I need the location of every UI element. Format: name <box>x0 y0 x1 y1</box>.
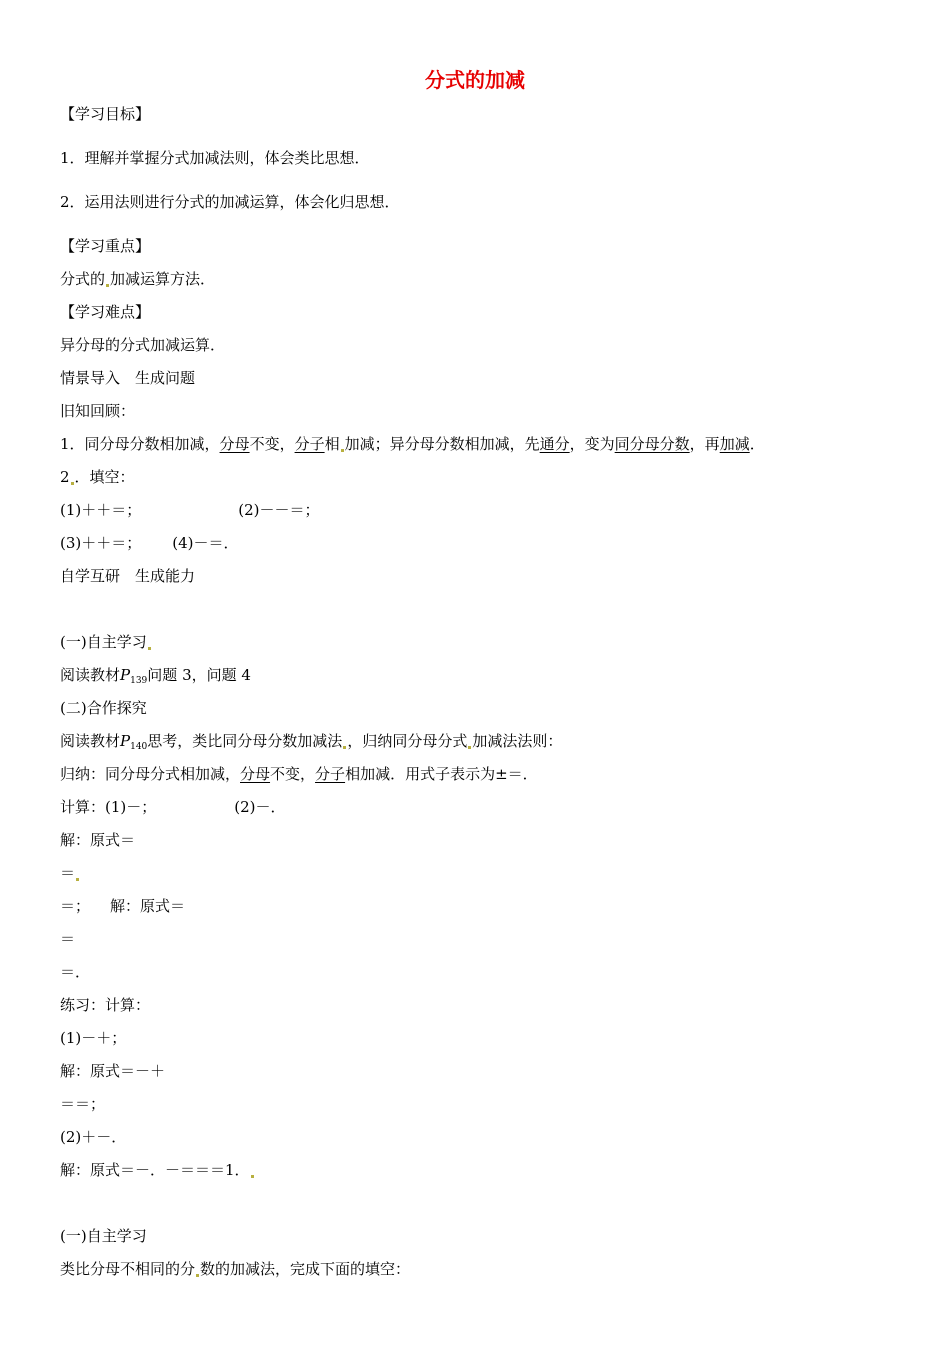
practice-1: (1)－＋； <box>60 1029 127 1047</box>
ink-mark <box>251 1175 254 1178</box>
practice-2: (2)＋－． <box>60 1128 127 1146</box>
difficulty-heading: 【学习难点】 <box>60 303 151 321</box>
practice-1-solution: 解：原式＝－＋ <box>60 1062 166 1080</box>
goal-item-2: 2．运用法则进行分式的加减运算，体会化归思想． <box>60 193 400 211</box>
part3-heading: (一)自主学习 <box>60 1227 147 1245</box>
analogy-text: 类比分母不相同的分 数的加减法，完成下面的填空： <box>60 1260 411 1278</box>
eq-1: ＝ <box>60 863 80 883</box>
goal-item-1: 1．理解并掌握分式加减法则，体会类比思想． <box>60 149 370 167</box>
ink-mark <box>343 746 346 749</box>
part2-heading: (二)合作探究 <box>60 699 147 717</box>
ink-mark <box>196 1274 199 1277</box>
summary: 归纳：同分母分式相加减，分母不变，分子相加减．用式子表示为±＝． <box>60 765 538 783</box>
reading-1: 阅读教材$P_{139}$问题 3，问题 4 <box>60 666 251 686</box>
review-q1: 1．同分母分数相加减，分母不变，分子相 加减；异分母分数相加减，先通分，变为同分母分数，再加减． <box>60 435 765 453</box>
ink-mark <box>341 449 344 452</box>
solution-1: 解：原式＝ <box>60 831 136 849</box>
intro-heading: 情景导入 生成问题 <box>60 369 196 387</box>
key-text: 分式的 加减运算方法． <box>60 270 216 288</box>
fill-row-2: (3)＋＋＝； (4)－＝． <box>60 534 239 552</box>
part1-heading: (一)自主学习 <box>60 632 152 652</box>
key-heading: 【学习重点】 <box>60 237 151 255</box>
difficulty-text: 异分母的分式加减运算． <box>60 336 226 354</box>
eq-4: ＝． <box>60 963 91 981</box>
reading-2: 阅读教材$P_{140}$思考，类比同分母分数加减法 ，归纳同分母分式 加减法法则： <box>60 732 563 752</box>
fill-row-1: (1)＋＋＝； (2)－－＝； <box>60 501 320 519</box>
page-title: 分式的加减 <box>425 68 525 92</box>
self-study-heading: 自学互研 生成能力 <box>60 567 196 585</box>
calc-row: 计算：(1)－； (2)－． <box>60 798 286 816</box>
practice-heading: 练习：计算： <box>60 996 151 1014</box>
ink-mark <box>468 746 471 749</box>
ink-mark <box>148 647 151 650</box>
practice-2-solution: 解：原式＝－．－＝＝＝1． <box>60 1160 255 1180</box>
review-q2: 2 ．填空： <box>60 468 135 486</box>
review-label: 旧知回顾： <box>60 402 136 420</box>
practice-1-eq: ＝＝； <box>60 1095 106 1113</box>
eq-2: ＝； 解：原式＝ <box>60 897 186 915</box>
ink-mark <box>76 878 79 881</box>
ink-mark <box>106 284 109 287</box>
goal-heading: 【学习目标】 <box>60 105 151 123</box>
eq-3: ＝ <box>60 930 76 948</box>
ink-mark <box>71 482 74 485</box>
